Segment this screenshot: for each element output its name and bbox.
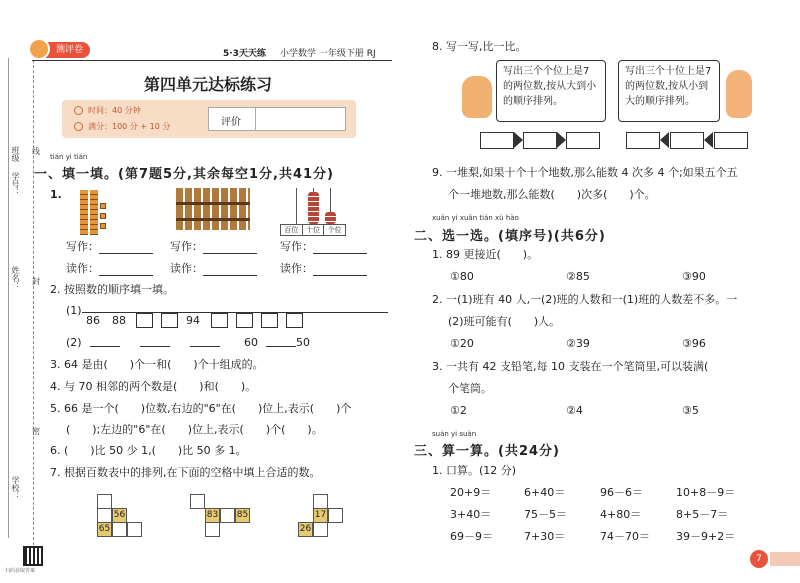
q7-text: 7. 根据百数表中的排列,在下面的空格中填上合适的数。	[50, 466, 321, 479]
answer-blank[interactable]	[313, 244, 367, 254]
section3-pinyin: suàn yi suàn	[432, 430, 477, 438]
eval-divider	[255, 108, 256, 130]
option: ③96	[682, 337, 706, 350]
calc-item: 39－9+2＝	[676, 530, 736, 543]
header-rule	[32, 60, 392, 61]
option: ②4	[566, 404, 583, 417]
abacus-ones: 个位	[327, 226, 342, 234]
answer-box[interactable]	[670, 132, 704, 149]
q2a-num: 94	[186, 314, 200, 327]
series-label: 5·3天天练	[223, 49, 266, 59]
q1-write-2: 写作：	[170, 240, 257, 254]
q1-number: 1.	[50, 188, 62, 201]
section1-pinyin: tián yi tián	[50, 153, 88, 161]
info-banner	[62, 100, 356, 138]
answer-box[interactable]	[523, 132, 557, 149]
q1-read-3: 读作：	[280, 262, 367, 276]
q5-text-cont: ( );左边的"6"在( )位上,表示( )个( )。	[66, 423, 323, 436]
calc-item: 75－5＝	[524, 508, 567, 521]
margin-name: 姓名：	[11, 266, 20, 290]
section1-heading: 一、填一填。(第7题5分,其余每空1分,共41分)	[34, 167, 334, 182]
answer-box[interactable]	[236, 313, 253, 328]
calc-item: 74－70＝	[600, 530, 650, 543]
q2a-num: 86	[86, 314, 100, 327]
margin-seal: 封	[32, 277, 40, 286]
answer-blank[interactable]	[203, 266, 257, 276]
answer-box[interactable]	[714, 132, 748, 149]
section2-pinyin: xuǎn yi xuǎn tián xù hào	[432, 214, 519, 222]
option: ②39	[566, 337, 590, 350]
answer-box[interactable]	[626, 132, 660, 149]
calc-item: 3+40＝	[450, 508, 492, 521]
s2q2-text-cont: (2)班可能有( )人。	[448, 315, 561, 328]
grid-number: 17	[313, 508, 328, 523]
s3q1-text: 1. 口算。(12 分)	[432, 464, 517, 477]
answer-box[interactable]	[136, 313, 153, 328]
q1-write-1: 写作：	[66, 240, 153, 254]
answer-blank[interactable]	[190, 346, 220, 347]
q4-text: 4. 与 70 相邻的两个数是( )和( )。	[50, 380, 257, 393]
option: ①2	[450, 404, 467, 417]
margin-line: 线	[32, 147, 40, 156]
q2b-num: 50	[296, 336, 310, 349]
s2q3-text: 3. 一共有 42 支铅笔,每 10 支装在一个笔筒里,可以装满(	[432, 360, 709, 373]
badge-label: 测评卷	[56, 45, 84, 55]
score-text: 满分：100 分 + 10 分	[88, 122, 171, 131]
book-label: 小学数学 一年级下册 RJ	[280, 49, 376, 59]
grid-number: 83	[205, 508, 220, 523]
q9-text: 9. 一堆梨,如果十个十个地数,那么能数 4 次多 4 个;如果五个五	[432, 166, 738, 179]
s2q1-text: 1. 89 更接近( )。	[432, 248, 539, 261]
answer-blank[interactable]	[140, 346, 170, 347]
check-icon	[74, 122, 83, 131]
margin-school: 学校：	[11, 476, 20, 500]
grid-number: 85	[235, 508, 250, 523]
abacus-hundreds: 百位	[281, 225, 303, 235]
q3-text: 3. 64 是由( )个一和( )个十组成的。	[50, 358, 264, 371]
qr-code-icon	[25, 548, 41, 564]
option: ②85	[566, 270, 590, 283]
s2q2-text: 2. 一(1)班有 40 人,一(2)班的人数和一(1)班的人数差不多。一	[432, 293, 738, 306]
q2b-num: 60	[244, 336, 258, 349]
abacus-tens: 十位	[303, 225, 325, 235]
answer-box[interactable]	[480, 132, 514, 149]
answer-box[interactable]	[261, 313, 278, 328]
grid-number: 65	[97, 522, 112, 537]
cat-icon	[462, 76, 492, 118]
calc-item: 96－6＝	[600, 486, 643, 499]
q8-cat-bubble: 写出三个个位上是7的两位数,按从大到小的顺序排列。	[496, 60, 606, 122]
s2q3-text-cont: 个笔筒。	[448, 382, 492, 395]
answer-blank[interactable]	[90, 346, 120, 347]
time-text: 时间：40 分钟	[88, 106, 141, 115]
clock-icon	[74, 106, 83, 115]
qr-caption: 扫码获取答案	[5, 568, 36, 574]
calc-item: 4+80＝	[600, 508, 642, 521]
answer-box[interactable]	[211, 313, 228, 328]
q2a-label: (1)	[66, 304, 82, 317]
page-title: 第四单元达标练习	[144, 75, 273, 94]
q2-text: 2. 按照数的顺序填一填。	[50, 283, 174, 296]
eval-box	[208, 107, 346, 131]
option: ③90	[682, 270, 706, 283]
calc-item: 6+40＝	[524, 486, 566, 499]
grid-number: 56	[112, 508, 127, 523]
answer-blank[interactable]	[99, 244, 153, 254]
margin-id: 学号：	[11, 172, 20, 196]
answer-blank[interactable]	[203, 244, 257, 254]
q1-write-3: 写作：	[280, 240, 367, 254]
option: ①20	[450, 337, 474, 350]
mascot-icon	[28, 38, 50, 60]
page-number: 7	[750, 550, 768, 568]
answer-box[interactable]	[566, 132, 600, 149]
option: ①80	[450, 270, 474, 283]
q1-read-2: 读作：	[170, 262, 257, 276]
q2a-num: 88	[112, 314, 126, 327]
answer-blank[interactable]	[266, 346, 296, 347]
calc-item: 7+30＝	[524, 530, 566, 543]
answer-blank[interactable]	[99, 266, 153, 276]
q5-text: 5. 66 是一个( )位数,右边的"6"在( )位上,表示( )个	[50, 402, 352, 415]
q6-text: 6. ( )比 50 少 1,( )比 50 多 1。	[50, 444, 247, 457]
page-tab	[770, 552, 800, 566]
q9-text-cont: 个一堆地数,那么能数( )次多( )个。	[448, 188, 656, 201]
calc-item: 69－9＝	[450, 530, 493, 543]
margin-secret: 密	[32, 427, 40, 436]
margin-class: 班级	[11, 146, 20, 162]
calc-item: 20+9＝	[450, 486, 492, 499]
section2-heading: 二、选一选。(填序号)(共6分)	[414, 229, 606, 244]
eval-label: 评价	[221, 117, 241, 128]
q8-text: 8. 写一写,比一比。	[432, 40, 527, 53]
answer-blank[interactable]	[313, 266, 367, 276]
q1-read-1: 读作：	[66, 262, 153, 276]
q8-rabbit-bubble: 写出三个十位上是7的两位数,按从小到大的顺序排列。	[618, 60, 720, 122]
rabbit-icon	[726, 70, 752, 118]
section3-heading: 三、算一算。(共24分)	[414, 444, 560, 459]
answer-box[interactable]	[286, 313, 303, 328]
grid-number: 26	[298, 522, 313, 537]
answer-box[interactable]	[161, 313, 178, 328]
number-line	[82, 312, 388, 313]
option: ③5	[682, 404, 699, 417]
q2b-label: (2)	[66, 336, 82, 349]
calc-item: 8+5－7＝	[676, 508, 729, 521]
calc-item: 10+8－9＝	[676, 486, 736, 499]
